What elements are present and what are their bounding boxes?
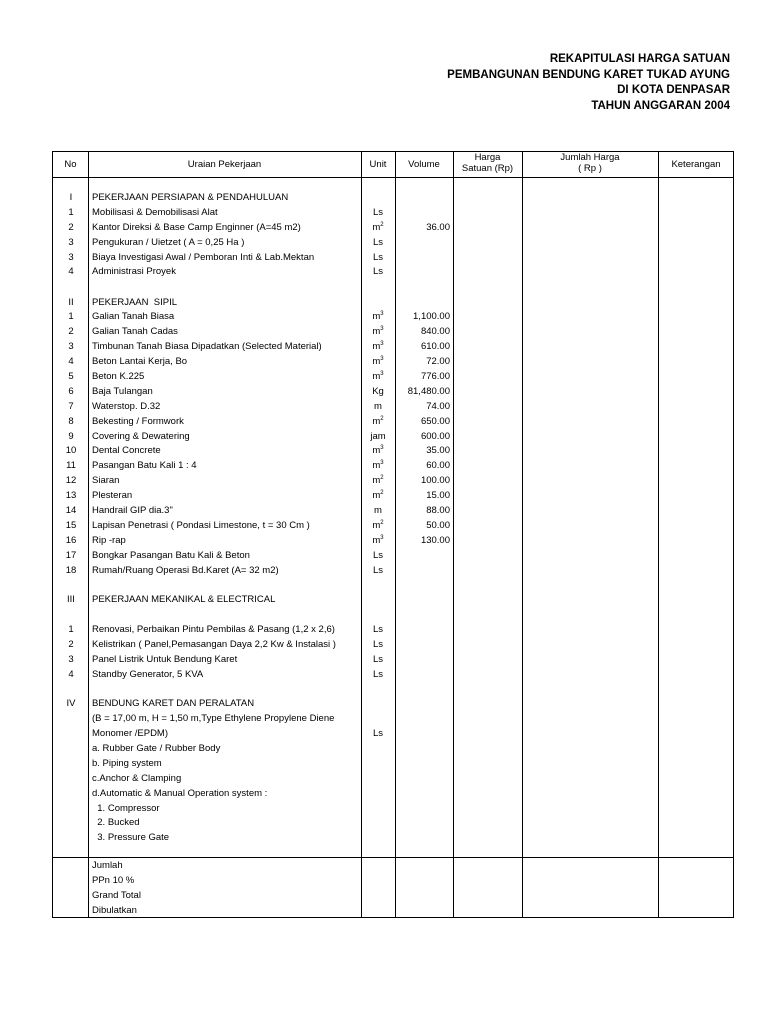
row-description: Waterstop. D.32 — [92, 401, 161, 412]
row-description: Galian Tanah Biasa — [92, 311, 175, 322]
unit-exponent: 2 — [380, 475, 384, 481]
row-unit: $m^3$ — [372, 356, 384, 367]
row-unit: $m^2$ — [372, 222, 384, 233]
row-unit: Kg — [372, 386, 384, 397]
row-number: I — [69, 192, 73, 203]
row-description: Standby Generator, 5 KVA — [92, 669, 204, 680]
row-volume: 650.00 — [420, 416, 450, 427]
row-description: Monomer /EPDM) — [92, 728, 169, 739]
row-number: 1 — [68, 624, 74, 635]
unit-exponent: 3 — [380, 326, 384, 332]
row-number: 3 — [68, 654, 74, 665]
row-number: 18 — [65, 565, 77, 576]
price-table — [52, 151, 734, 918]
header-harga-line2: Satuan (Rp) — [461, 163, 514, 174]
row-unit: Ls — [372, 654, 384, 665]
unit-exponent: 3 — [380, 371, 384, 377]
row-description: PEKERJAAN PERSIAPAN & PENDAHULUAN — [92, 192, 289, 203]
row-number: 6 — [68, 386, 74, 397]
row-unit: $m^3$ — [372, 371, 384, 382]
row-description: Pasangan Batu Kali 1 : 4 — [92, 460, 197, 471]
row-number: 9 — [68, 431, 74, 442]
row-unit: $m^2$ — [372, 475, 384, 486]
row-number: 17 — [65, 550, 77, 561]
row-number: 10 — [65, 445, 77, 456]
row-unit: $m^3$ — [372, 460, 384, 471]
header-uraian: Uraian Pekerjaan — [187, 159, 262, 170]
unit-exponent: 3 — [380, 356, 384, 362]
row-unit: $m^3$ — [372, 341, 384, 352]
row-number: 7 — [68, 401, 74, 412]
unit-exponent: 2 — [380, 490, 384, 496]
row-description: a. Rubber Gate / Rubber Body — [92, 743, 221, 754]
row-number: 5 — [68, 371, 74, 382]
row-unit: Ls — [372, 266, 384, 277]
row-number: 1 — [68, 207, 74, 218]
row-description: Pengukuran / Uietzet ( A = 0,25 Ha ) — [92, 237, 245, 248]
row-number: 2 — [68, 639, 74, 650]
row-unit: $m^2$ — [372, 416, 384, 427]
row-number: 13 — [65, 490, 77, 501]
row-description: 2. Bucked — [92, 817, 140, 828]
row-unit: Ls — [372, 624, 384, 635]
row-number: 8 — [68, 416, 74, 427]
row-volume: 130.00 — [420, 535, 450, 546]
row-volume: 15.00 — [426, 490, 450, 501]
row-number: 15 — [65, 520, 77, 531]
row-volume: 72.00 — [426, 356, 450, 367]
row-description: d.Automatic & Manual Operation system : — [92, 788, 268, 799]
row-number: 3 — [68, 341, 74, 352]
unit-exponent: 2 — [380, 222, 384, 228]
row-description: Lapisan Penetrasi ( Pondasi Limestone, t = 30 Cm ) — [92, 520, 310, 531]
header-harga-satuan — [453, 152, 522, 174]
unit-exponent: 2 — [380, 416, 384, 422]
footer-ppn: PPn 10 % — [92, 875, 135, 886]
row-description: Rip -rap — [92, 535, 126, 546]
unit-exponent: 3 — [380, 445, 384, 451]
row-unit: $m^3$ — [372, 535, 384, 546]
row-description: Timbunan Tanah Biasa Dipadatkan (Selected Material) — [92, 341, 322, 352]
footer-grand-total: Grand Total — [92, 890, 141, 901]
header-jumlah-line1: Jumlah Harga — [560, 152, 620, 163]
header-no: No — [64, 159, 77, 170]
row-volume: 74.00 — [426, 401, 450, 412]
col-divider — [453, 152, 454, 917]
row-number: 2 — [68, 222, 74, 233]
col-divider — [658, 152, 659, 917]
row-unit: $m^3$ — [372, 311, 384, 322]
row-number: 3 — [68, 237, 74, 248]
row-description: BENDUNG KARET DAN PERALATAN — [92, 698, 255, 709]
header-jumlah-line2: ( Rp ) — [578, 163, 602, 174]
row-volume: 1,100.00 — [413, 311, 450, 322]
unit-exponent: 3 — [380, 535, 384, 541]
row-description: Siaran — [92, 475, 120, 486]
row-description: Handrail GIP dia.3" — [92, 505, 173, 516]
row-description: Galian Tanah Cadas — [92, 326, 178, 337]
row-number: 11 — [66, 460, 76, 471]
row-number: 3 — [68, 252, 74, 263]
row-description: b. Piping system — [92, 758, 162, 769]
row-description: (B = 17,00 m, H = 1,50 m,Type Ethylene Propylene Diene — [92, 713, 335, 724]
row-description: Beton K.225 — [92, 371, 145, 382]
row-number: 4 — [68, 356, 74, 367]
row-volume: 776.00 — [420, 371, 450, 382]
row-volume: 100.00 — [420, 475, 450, 486]
row-volume: 50.00 — [426, 520, 450, 531]
row-description: Dental Concrete — [92, 445, 161, 456]
row-number: IV — [66, 698, 76, 709]
row-volume: 840.00 — [420, 326, 450, 337]
row-description: Biaya Investigasi Awal / Pemboran Inti & Lab.Mektan — [92, 252, 315, 263]
row-number: 1 — [68, 311, 74, 322]
unit-exponent: 3 — [380, 460, 384, 466]
header-jumlah-harga — [522, 152, 658, 174]
row-description: Kelistrikan ( Panel,Pemasangan Daya 2,2 Kw & Instalasi ) — [92, 639, 336, 650]
unit-exponent: 2 — [380, 520, 384, 526]
header-divider — [53, 177, 733, 178]
row-volume: 610.00 — [420, 341, 450, 352]
row-number: 4 — [68, 669, 74, 680]
row-volume: 600.00 — [420, 431, 450, 442]
header-keterangan: Keterangan — [671, 159, 721, 170]
row-description: c.Anchor & Clamping — [92, 773, 182, 784]
row-description: Bongkar Pasangan Batu Kali & Beton — [92, 550, 250, 561]
row-description: Rumah/Ruang Operasi Bd.Karet (A= 32 m2) — [92, 565, 279, 576]
row-volume: 35.00 — [426, 445, 450, 456]
row-unit: Ls — [372, 550, 384, 561]
header-harga-line1: Harga — [474, 152, 501, 163]
row-description: Kantor Direksi & Base Camp Enginner (A=45 m2) — [92, 222, 301, 233]
row-unit: Ls — [372, 669, 384, 680]
row-unit: Ls — [372, 728, 384, 739]
row-description: Renovasi, Perbaikan Pintu Pembilas & Pasang (1,2 x 2,6) — [92, 624, 335, 635]
row-description: 1. Compressor — [92, 803, 160, 814]
row-number: 12 — [65, 475, 77, 486]
header-unit: Unit — [369, 159, 387, 170]
row-number: 16 — [65, 535, 77, 546]
row-volume: 36.00 — [426, 222, 450, 233]
unit-exponent: 3 — [380, 341, 384, 347]
row-number: 4 — [68, 266, 74, 277]
title-line-3: DI KOTA DENPASAR — [617, 84, 730, 96]
footer-dibulatkan: Dibulatkan — [92, 905, 137, 916]
footer-jumlah: Jumlah — [92, 860, 123, 871]
row-description: Baja Tulangan — [92, 386, 153, 397]
row-volume: 88.00 — [426, 505, 450, 516]
row-volume: 60.00 — [426, 460, 450, 471]
col-divider — [522, 152, 523, 917]
footer-divider — [53, 857, 733, 858]
row-description: PEKERJAAN SIPIL — [92, 297, 178, 308]
title-line-4: TAHUN ANGGARAN 2004 — [591, 99, 730, 112]
row-description: Plesteran — [92, 490, 133, 501]
row-unit: $m^2$ — [372, 520, 384, 531]
row-description: Panel Listrik Untuk Bendung Karet — [92, 654, 238, 665]
row-unit: Ls — [372, 237, 384, 248]
row-unit: $m^2$ — [372, 490, 384, 501]
row-unit: Ls — [372, 639, 384, 650]
row-unit: Ls — [372, 565, 384, 576]
row-unit: $m^3$ — [372, 326, 384, 337]
report-title — [447, 52, 730, 114]
title-line-1: REKAPITULASI HARGA SATUAN — [549, 53, 730, 65]
row-description: 3. Pressure Gate — [92, 832, 170, 843]
row-unit: Ls — [372, 207, 384, 218]
row-description: Mobilisasi & Demobilisasi Alat — [92, 207, 218, 218]
row-unit: Ls — [372, 252, 384, 263]
row-number: II — [68, 297, 74, 308]
row-description: Administrasi Proyek — [92, 266, 176, 277]
row-unit: jam — [370, 431, 386, 442]
row-description: Covering & Dewatering — [92, 431, 190, 442]
row-description: Bekesting / Formwork — [92, 416, 184, 427]
row-number: 14 — [65, 505, 77, 516]
row-description: Beton Lantai Kerja, Bo — [92, 356, 188, 367]
title-line-2: PEMBANGUNAN BENDUNG KARET TUKAD AYUNG — [447, 68, 730, 81]
row-number: III — [67, 594, 75, 605]
row-number: 2 — [68, 326, 74, 337]
row-volume: 81,480.00 — [407, 386, 450, 397]
row-unit: $m^3$ — [372, 445, 384, 456]
header-volume: Volume — [408, 159, 440, 170]
unit-exponent: 3 — [380, 311, 384, 317]
row-unit: m — [374, 505, 382, 516]
row-description: PEKERJAAN MEKANIKAL & ELECTRICAL — [92, 594, 276, 605]
row-unit: m — [374, 401, 382, 412]
